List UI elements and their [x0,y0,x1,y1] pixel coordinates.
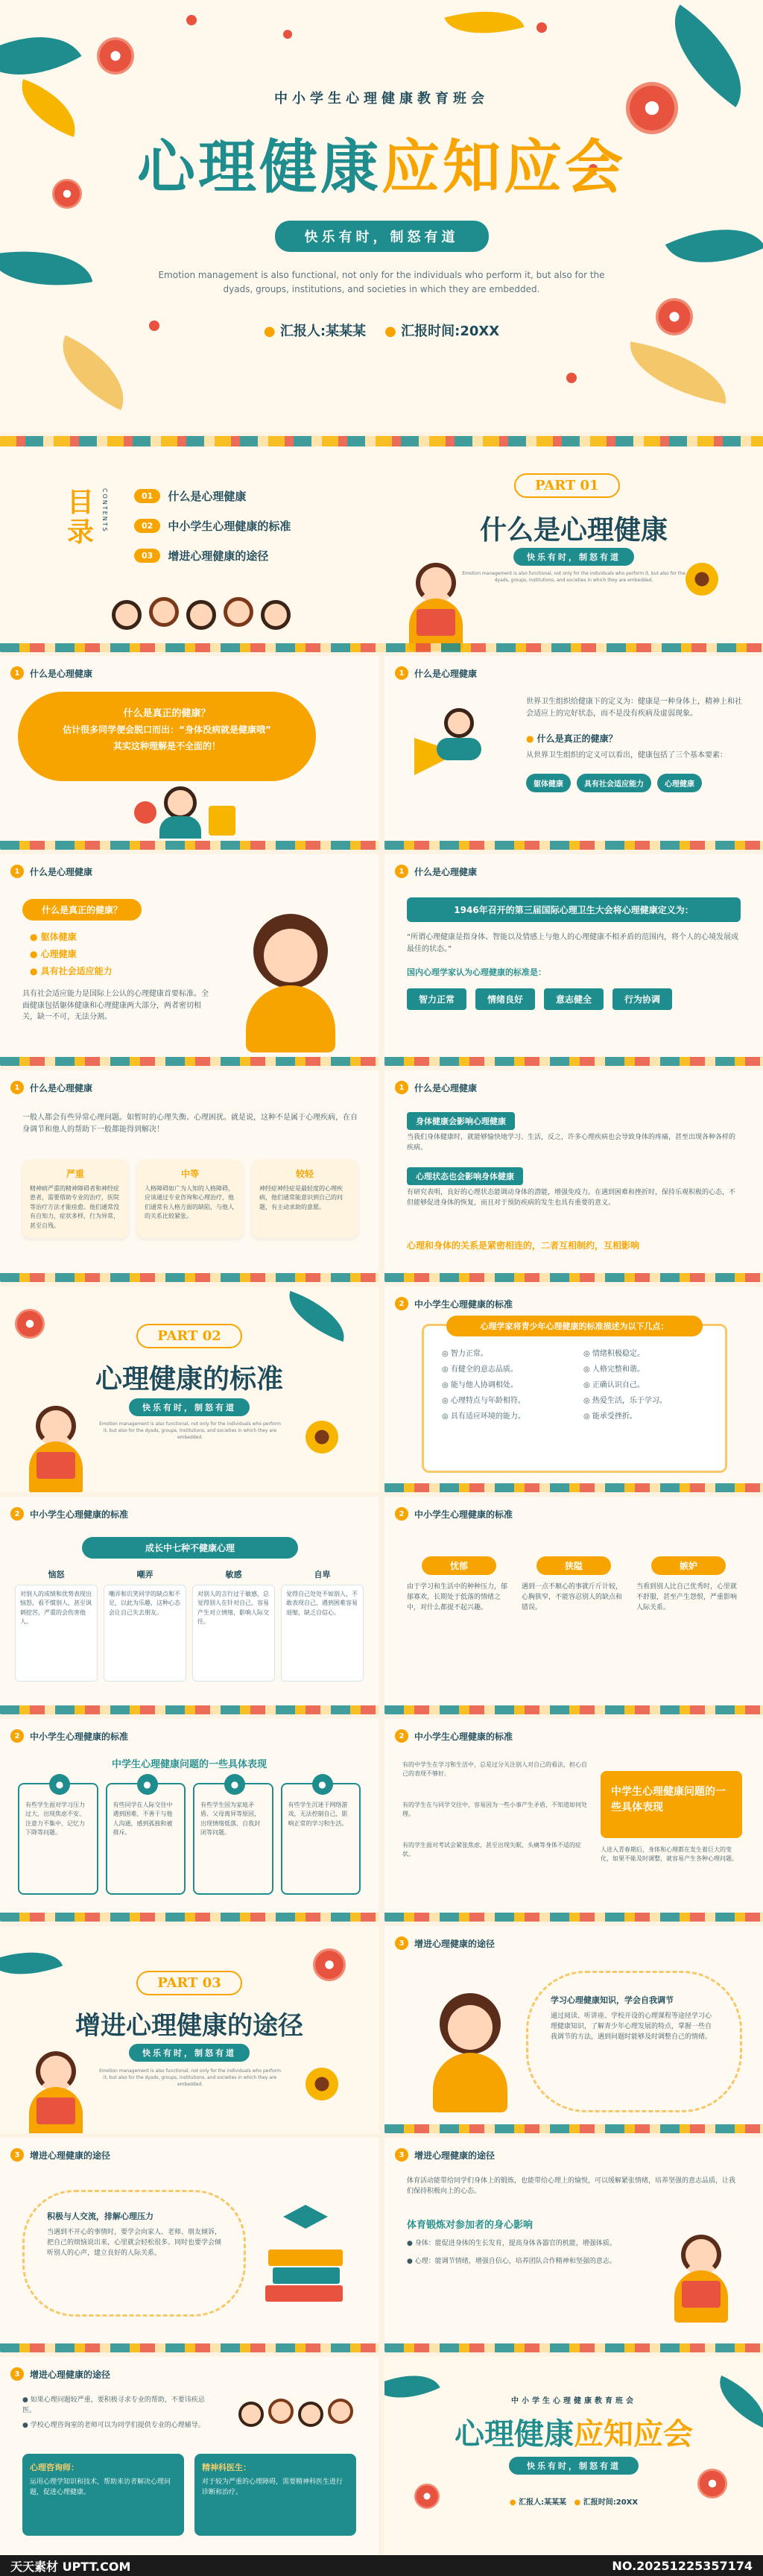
cover-title-b: 应知应会 [382,133,627,201]
cover-meta: ● 汇报人:某某某 ● 汇报时间:20XX [263,323,500,339]
level-card-mild [252,1160,358,1238]
elements-intro: 从世界卫生组织的定义可以看出，健康包括了三个基本要素： [526,751,727,760]
toc-item-label: 中小学生心理健康的标准 [168,519,291,533]
element-tags [526,774,702,792]
floral-border [384,841,763,850]
definition-quote: “所谓心理健康是指身体、智能以及情感上与他人的心理健康不相矛盾的范围内，将个人的心境发展成最佳的状态。” [407,933,739,953]
paper-plane-illustration [407,701,504,783]
tag-emotion: 情绪良好 [475,988,535,1010]
part3-english: Emotion management is also functional, not only for the individuals who perform it, but also for the dyads, groups, institutions, and societies in which they are embedded. [99,2068,281,2087]
card-name: 忧郁 [422,1556,496,1575]
card-name: 敏感 [225,1570,242,1579]
health-list [30,929,113,979]
health-description: 具有社会适应能力是国际上公认的心理健康首要标准。全面健康包括躯体健康和心理健康两大部分，两者密切相关，缺一不可，无法分割。 [22,990,209,1021]
slide-what-is-health-2 [384,656,763,850]
flower-pot-illustration [686,563,718,596]
list-item: ● 具有社会适应能力 [30,965,113,976]
symptom-icon: ● [224,1774,245,1795]
symptom-text-3: 有的学生面对考试会紧张焦虑，甚至出现失眠、头痛等身体不适的症状。 [402,1842,581,1858]
floral-border [0,1057,379,1066]
section-title: 什么是心理健康 [30,1082,93,1093]
berry-decoration [566,373,577,383]
list-item: ◎ 人格完整和谐。 [583,1366,645,1374]
thinking-girl-illustration [238,914,343,1048]
section-title: 什么是心理健康 [414,1082,478,1093]
section-title: 中小学生心理健康的标准 [414,1298,513,1310]
card-name: 嘲弄 [136,1570,153,1579]
section-title: 增进心理健康的途径 [30,2369,111,2380]
cover-title [0,121,763,204]
part2-title: 心理健康的标准 [95,1363,283,1395]
unhealthy-banner: 成长中七种不健康心理 [82,1537,298,1559]
floral-border [384,2124,763,2133]
section-num: 1 [10,865,24,878]
slide-ways-3 [384,2138,763,2352]
end-slogan [384,2457,763,2475]
section-num: 1 [10,666,24,680]
section-num: 2 [395,1729,408,1743]
cover-time: 汇报时间:20XX [401,323,500,339]
end-slogan-pill: 快乐有时，制怒有道 [509,2457,639,2475]
part1-slogan-pill: 快乐有时，制怒有道 [513,548,634,566]
cover-reporter: 汇报人:某某某 [279,323,367,339]
card-name: 恼怒 [48,1570,65,1579]
symptom-text: 有些同学在人际交往中遇到困难，不善于与他人沟通，感到孤独和被排斥。 [113,1802,173,1837]
floral-border [0,436,763,446]
watermark-right: NO.20251225357174 [612,2558,753,2573]
end-subtitle: 中小学生心理健康教育班会 [511,2397,636,2405]
body-mind-text-1: 当我们身体健康时，就能够愉快地学习、生活，反之，许多心理疾病也会导致身体的疼痛，甚至出现各种各样的疾病。 [407,1134,736,1152]
slide-ways-1 [384,1926,763,2133]
end-title-b: 应知应会 [574,2416,693,2452]
card-text: 当看到别人比自己优秀时，心里就不舒服，甚至产生怨恨，严重影响人际关系。 [636,1583,738,1611]
section-num: 3 [395,2148,408,2162]
end-title [384,2411,763,2453]
toc-item-num: 01 [134,489,160,503]
tag-will: 意志健全 [544,988,604,1010]
slide-what-is-health-4 [384,854,763,1066]
section-num: 2 [10,1507,24,1521]
floral-border [0,1273,379,1282]
slide-standards-5 [384,1719,763,1922]
section-title: 中小学生心理健康的标准 [414,1509,513,1520]
question-1: 什么是真正的健康？ [123,708,211,719]
leaf-decoration [46,335,139,411]
list-item: ◎ 能与他人协调相处。 [442,1381,518,1389]
card-name: 嫉妒 [651,1556,726,1575]
list-item: ◎ 情绪积极稳定。 [583,1350,645,1358]
help-list [22,2396,216,2431]
question-bubble [18,692,316,781]
list-item: ◎ 智力正常。 [442,1350,488,1358]
part1-title: 什么是心理健康 [479,514,668,546]
section-num: 3 [10,2148,24,2162]
slide-header [395,865,477,878]
body-mind-banner-2: 心理状态也会影响身体健康 [407,1167,523,1185]
slide-what-is-health-3 [0,854,379,1066]
slide-what-is-health-6 [384,1070,763,1282]
standards-card [422,1324,727,1473]
unhealthy-card [15,1568,98,1682]
list-item: ● 心理健康 [30,948,77,959]
kids-illustration [238,2399,358,2436]
communicate-text: 当遇到不开心的事情时，要学会向家人、老师、朋友倾诉，把自己的烦恼说出来，心里就会轻松很多。同时也要学会倾听别人的心声，建立良好的人际关系。 [47,2229,222,2257]
symptom-card [106,1779,186,1895]
standards-list [442,1347,710,1421]
section-num: 1 [10,1081,24,1094]
leaf-decoration [623,341,733,403]
toc-title: 目录 [67,487,95,548]
cover-slide [0,0,763,432]
communicate-bubble [22,2190,246,2317]
card-text: 运用心理学知识和技术，帮助来访者解决心理问题，促进心理健康。 [30,2478,171,2496]
section-num: 3 [10,2367,24,2381]
part2-tag [0,1324,379,1348]
level-card-medium [137,1160,243,1238]
level-name: 严重 [66,1169,84,1179]
section-title: 增进心理健康的途径 [414,2150,496,2161]
level-text: 人格障碍如广为人知的人格障碍，应该通过专业咨询和心理治疗，他们通常有人格方面的缺陷，与他人的关系比较紧张。 [145,1185,234,1220]
cover-slogan-pill: 快乐有时，制怒有道 [275,221,489,252]
watermark-left: 天天素材 UPTT.COM [10,2559,131,2574]
list-item: ◎ 热爱生活，乐于学习。 [583,1397,667,1405]
symptom-text: 有些学生沉迷于网络游戏，无法控制自己，影响正常的学习和生活。 [288,1802,348,1827]
toc-item-num: 03 [134,549,160,563]
card-name: 狭隘 [536,1556,611,1575]
ways-bubble [526,1971,742,2112]
books-illustration [261,2205,350,2317]
reading-girl-illustration [22,2051,89,2133]
part3-slogan-pill: 快乐有时，制怒有道 [129,2044,250,2062]
floral-border [384,1913,763,1922]
level-card-severe [22,1160,128,1238]
slide-header [395,1936,495,1950]
symptom-icon: ● [49,1774,70,1795]
part3-tag [0,1971,379,1995]
toc-item-3[interactable] [134,540,328,570]
symptoms-highlight: 中学生心理健康问题的一些具体表现 [601,1771,742,1838]
floral-border [0,1705,379,1714]
part2-slide [0,1287,379,1492]
toc-item-label: 增进心理健康的途径 [168,549,269,563]
part2-english: Emotion management is also functional, not only for the individuals who perform it, but also for the dyads, groups, institutions, and societies in which they are embedded. [99,1421,281,1440]
slide-header [395,1297,513,1310]
section-title: 什么是心理健康 [30,866,93,877]
tag-physical: 躯体健康 [526,774,571,792]
ways-title: 学习心理健康知识，学会自我调节 [551,1995,674,2005]
communicate-title: 积极与人交流，排解心理压力 [47,2212,153,2221]
toc-item-2[interactable] [134,511,328,540]
symptom-text-2: 有的学生在与同学交往中，容易因为一些小事产生矛盾，不知道如何处理。 [402,1802,587,1818]
card-title: 心理咨询师： [30,2463,79,2472]
question-3: 其实这种理解是不全面的！ [113,740,221,751]
list-item: ◎ 正确认识自己。 [583,1381,645,1389]
floral-border [0,841,379,850]
reading-girl-illustration [668,2235,735,2317]
slide-header [395,1507,513,1521]
slide-ways-2 [0,2138,379,2352]
section-num: 1 [395,666,408,680]
slide-header [395,2148,495,2162]
ways-text: 通过阅读、听讲座、学校开设的心理课程等途径学习心理健康知识，了解青少年心理发展的特点，掌握一些自我调节的方法，遇到问题时能够及时调整自己的情绪。 [551,2012,712,2041]
slide-header [10,1081,92,1094]
who-definition: 世界卫生组织给健康下的定义为：健康是一种身体上，精神上和社会适应上的完好状态，而不是没有疾病及虚弱现象。 [526,698,742,718]
symptom-text: 有些学生面对学习压力过大，出现焦虑不安、注意力不集中、记忆力下降等问题。 [25,1802,85,1837]
leaf-decoration [445,0,525,46]
question-text: 什么是真正的健康？ [536,733,618,744]
unhealthy-cards [15,1568,364,1682]
section-title: 中小学生心理健康的标准 [30,1509,129,1520]
list-item: ● 如果心理问题较严重，要积极寻求专业的帮助，不要讳疾忌医。 [22,2396,205,2414]
floral-border [0,1913,379,1922]
toc-list [134,481,328,570]
slide-standards-2 [0,1497,379,1714]
definition-banner: 1946年召开的第三届国际心理卫生大会将心理健康定义为： [407,897,741,922]
body-mind-banner-1: 身体健康会影响心理健康 [407,1112,515,1130]
card-name: 自卑 [314,1570,331,1579]
slide-what-is-health-1 [0,656,379,850]
body-mind-text-2: 有研究表明，良好的心理状态能调动身体的潜能，增强免疫力。在遇到困难和挫折时，保持乐观积极的心态，不但能够促进身体的恢复，而且对于预防疾病的发生也具有重要的意义。 [407,1189,736,1207]
card-text: 对于较为严重的心理障碍，需要精神科医生进行诊断和治疗。 [202,2478,343,2496]
help-card [22,2454,184,2536]
end-slide [384,2357,763,2555]
symptoms-title: 中学生心理健康问题的一些具体表现 [111,1759,267,1770]
standard-heading: 国内心理学家认为心理健康的标准是： [407,967,546,977]
unhealthy-card [281,1568,364,1682]
list-item: ● 学校心理咨询室的老师可以为同学们提供专业的心理辅导。 [22,2421,205,2429]
symptom-text-4: 人进入青春期后，身体和心理都在发生着巨大的变化，如果不能及时调整，就容易产生各种心理问题。 [601,1846,738,1863]
symptom-card [281,1779,361,1895]
floral-border [0,643,763,652]
cover-slogan [0,221,763,252]
slide-header [395,1081,477,1094]
berry-decoration [536,22,547,33]
toc-part1-slide [0,436,763,652]
list-item: ◎ 具有适应环境的能力。 [442,1412,525,1421]
help-card [194,2454,356,2536]
unhealthy-card [192,1568,275,1682]
symptom-cards [18,1779,361,1895]
section-num: 2 [395,1507,408,1521]
list-item: ◎ 能承受挫折。 [583,1412,637,1421]
slide-what-is-health-5 [0,1070,379,1282]
intro-text: 一般人都会有些异常心理问题。如暂时的心理失衡、心理困扰。就是说，这种不是属于心理疾病，在自身调节和他人的帮助下一般都能得到解决！ [22,1114,358,1134]
level-text: 精神病严重的精神障碍者和神经症患者，需要借助专业的治疗，医院等治疗方法才能痊愈。他们通常没有自知力，症状多样，行为异常，甚至自残。 [30,1185,119,1229]
slide-standards-1 [384,1287,763,1492]
section-title: 中小学生心理健康的标准 [30,1731,129,1742]
section-title: 什么是心理健康 [414,866,478,877]
teacher-illustration [119,786,238,839]
part1-english: Emotion management is also functional, not only for the individuals who perform it, but also for the dyads, groups, institutions, and societies in which they are embedded. [462,571,686,583]
toc-item-num: 02 [134,519,160,533]
part3-slide [0,1926,379,2133]
section-title: 什么是心理健康 [414,668,478,679]
unhealthy-card [407,1556,511,1614]
flower-decoration [97,37,134,75]
tag-behavior: 行为协调 [612,988,672,1010]
symptom-icon: ● [137,1774,158,1795]
slide-header [10,865,92,878]
tag-mental: 心理健康 [657,774,702,792]
end-meta: ● 汇报人:某某某 ● 汇报时间:20XX [509,2498,639,2507]
unhealthy-card [636,1556,741,1614]
part2-slogan-pill: 快乐有时，制怒有道 [129,1398,250,1416]
end-title-a: 心理健康 [455,2416,574,2452]
section-num: 2 [395,1297,408,1310]
end-reporter: 汇报人:某某某 [519,2498,567,2507]
slide-header [10,2148,110,2162]
list-item: ● 身体：能促进身体的生长发育，提高身体各器官的机能，增强体质。 [407,2240,616,2247]
standards-banner: 心理学家将青少年心理健康的标准描述为以下几点： [446,1316,703,1336]
thinking-girl-illustration [429,1993,511,2120]
level-name: 中等 [180,1169,199,1179]
slide-ways-4 [0,2357,379,2555]
part1-tag [514,473,620,498]
floral-border [384,1057,763,1066]
symptom-icon: ● [312,1774,333,1795]
section-num: 1 [395,1081,408,1094]
section-num: 3 [395,1936,408,1950]
toc-item-1[interactable] [134,481,328,511]
floral-border [0,2343,379,2352]
symptom-card [193,1779,273,1895]
tag-intelligence: 智力正常 [407,988,466,1010]
end-time: 汇报时间:20XX [583,2498,639,2507]
cover-title-a: 心理健康 [136,133,382,201]
berry-decoration [283,30,292,39]
section-num: 2 [10,1729,24,1743]
tag-social: 具有社会适应能力 [577,774,651,792]
flower-pot-illustration [305,1421,338,1453]
slide-standards-3 [384,1497,763,1714]
toc-en: CONTENTS [101,488,108,533]
sports-title: 体育锻炼对参加者的身心影响 [407,2220,534,2231]
floral-border [384,1273,763,1282]
part1-tag-text: PART 01 [514,473,620,498]
slide-header [10,1729,128,1743]
card-text: 嘲弄和讥笑同学的缺点和不足，以此为乐趣，这种心态会让自己失去朋友。 [104,1585,186,1682]
help-cards [22,2454,356,2536]
symptom-text-1: 有的中学生在学习和生活中，总是过分关注别人对自己的看法，担心自己的表现不够好。 [402,1761,587,1778]
question-heading: ● 什么是真正的健康？ [526,733,618,744]
cover-english: Emotion management is also functional, not only for the individuals who perform it, but also for the dyads, groups, institutions, and societies in which they are embedded. [158,270,605,295]
section-title: 什么是心理健康 [30,668,93,679]
sports-intro: 体育活动能带给同学们身体上的锻炼，也能带给心理上的愉悦，可以缓解紧张情绪，培养坚强的意志品质，让我们保持积极向上的心态。 [407,2177,736,2195]
slide-header [395,666,477,680]
kids-illustration [112,593,291,637]
level-text: 神经症神经症是最轻度的心理疾病，他们通常能意识到自己的问题，有主动求助的意愿。 [259,1185,343,1210]
toc-item-label: 什么是心理健康 [168,489,247,503]
berry-decoration [186,15,197,25]
slide-header [10,1507,128,1521]
slide-header [10,2367,110,2381]
card-title: 精神科医生： [202,2463,251,2472]
part3-title: 增进心理健康的途径 [75,2011,303,2041]
card-text: 觉得自己处处不如别人，不敢表现自己，遇到困难容易退缩，缺乏自信心。 [281,1585,364,1682]
floral-border [384,2343,763,2352]
standard-tags [407,988,672,1010]
part2-tag-text: PART 02 [136,1324,242,1348]
sports-body [407,2239,645,2267]
card-text: 对别人的言行过于敏感，总觉得别人在针对自己，容易产生对立情绪，影响人际交往。 [192,1585,275,1682]
list-item: ◎ 心理特点与年龄相符。 [442,1397,525,1405]
list-item: ● 心理：能调节情绪，增强自信心，培养团队合作精神和坚强的意志。 [407,2257,616,2265]
part3-tag-text: PART 03 [136,1971,242,1995]
section-title: 增进心理健康的途径 [30,2150,111,2161]
question-pill: 什么是真正的健康？ [22,899,142,921]
question-banner [22,899,142,921]
cover-subtitle: 中小学生心理健康教育班会 [274,91,489,107]
reading-girl-illustration [22,1406,89,1488]
unhealthy-card [104,1568,186,1682]
card-text: 遇到一点不顺心的事就斤斤计较，心胸狭窄，不能容忍别人的缺点和错误。 [522,1583,623,1611]
watermark-footer [0,2555,763,2576]
conclusion: 心理和身体的关系是紧密相连的，二者互相制约，互相影响 [407,1240,640,1251]
question-2: 估计很多同学便会脱口而出：“身体没病就是健康哦” [63,724,271,736]
floral-border [384,1705,763,1714]
unhealthy-card [522,1556,626,1614]
list-item: ● 躯体健康 [30,932,77,942]
level-cards [22,1160,358,1238]
card-text: 对别人的成绩和优势表现出恼怒，看不惯别人，甚至讽刺挖苦，严重的会伤害他人。 [15,1585,98,1682]
list-item: ◎ 有健全的意志品质。 [442,1366,518,1374]
floral-border [384,1483,763,1492]
level-name: 较轻 [295,1169,314,1179]
symptom-card [18,1779,98,1895]
symptom-text: 有些学生因为家庭矛盾、父母离异等原因，出现情绪低落、自我封闭等问题。 [200,1802,260,1837]
flower-pot-illustration [305,2068,338,2100]
section-title: 增进心理健康的途径 [414,1938,496,1949]
slide-header [10,666,92,680]
slide-standards-4 [0,1719,379,1922]
unhealthy-cards-2 [407,1556,741,1614]
slide-header [395,1729,513,1743]
section-num: 1 [395,865,408,878]
card-text: 由于学习和生活中的种种压力，郁郁寡欢，长期处于低落的情绪之中，对什么都提不起兴趣。 [407,1583,508,1611]
section-title: 中小学生心理健康的标准 [414,1731,513,1742]
reading-girl-illustration [402,563,469,645]
